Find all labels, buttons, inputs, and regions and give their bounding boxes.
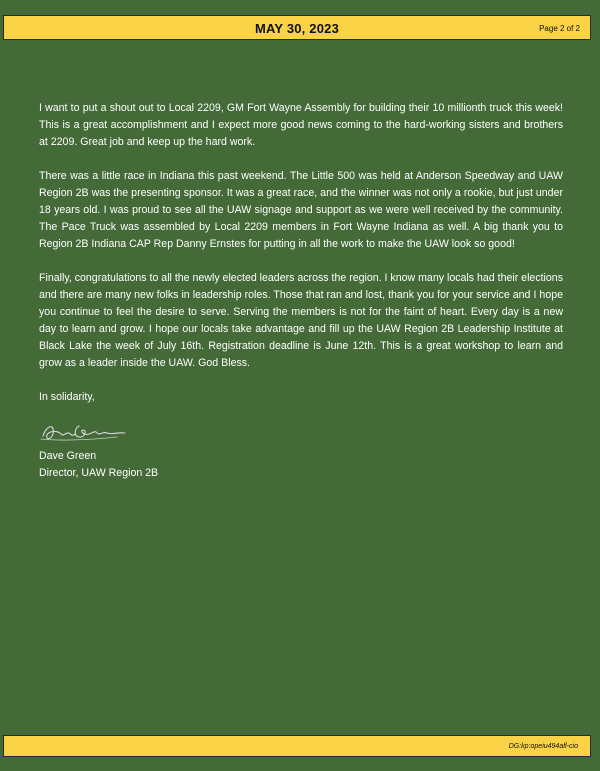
paragraph-little-500: There was a little race in Indiana this past weekend. The Little 500 was held at Anderson Speedway and UAW Region 2B was the presenting sponsor. It was a great race, and the winner was not only a rookie, but just under 18 years old. I was proud to see all the UAW signage and support as we were well received by the community. The Pace Truck was assembled by Local 2209 members in Fort Wayne Indiana as well. A big thank you to Region 2B Indiana CAP Rep Danny Ernstes for putting in all the work to make the UAW look so good! [39, 170, 563, 250]
letter-body [39, 100, 563, 482]
page-number: Page 2 of 2 [539, 24, 580, 33]
footer-bar [3, 735, 591, 757]
signer-name: Dave Green [39, 450, 97, 462]
signer-title: Director, UAW Region 2B [39, 467, 159, 479]
reference-code: DG:kp:opeiu494afl-cio [508, 743, 578, 750]
header-bar [3, 15, 591, 40]
paragraph-elections: Finally, congratulations to all the newly elected leaders across the region. I know many locals had their elections and there are many new folks in leadership roles. Those that ran and lost, thank you for your service and I hope you continue to feel the desire to serve. Serving the members is not for the faint of heart. Every day is a new day to learn and grow. I hope our locals take advantage and fill up the UAW Region 2B Leadership Institute at Black Lake the week of July 16th. Registration deadline is June 12th. This is a great workshop to learn and grow as a leader inside the UAW. God Bless. [39, 272, 563, 369]
issue-date: MAY 30, 2023 [254, 21, 340, 36]
closing-line: In solidarity, [39, 391, 95, 403]
signature-icon [39, 418, 129, 444]
paragraph-truck-milestone: I want to put a shout out to Local 2209, GM Fort Wayne Assembly for building their 10 millionth truck this week! This is a great accomplishment and I expect more good news coming to the hard-working sisters and brothers at 2209. Great job and keep up the hard work. [39, 102, 563, 148]
